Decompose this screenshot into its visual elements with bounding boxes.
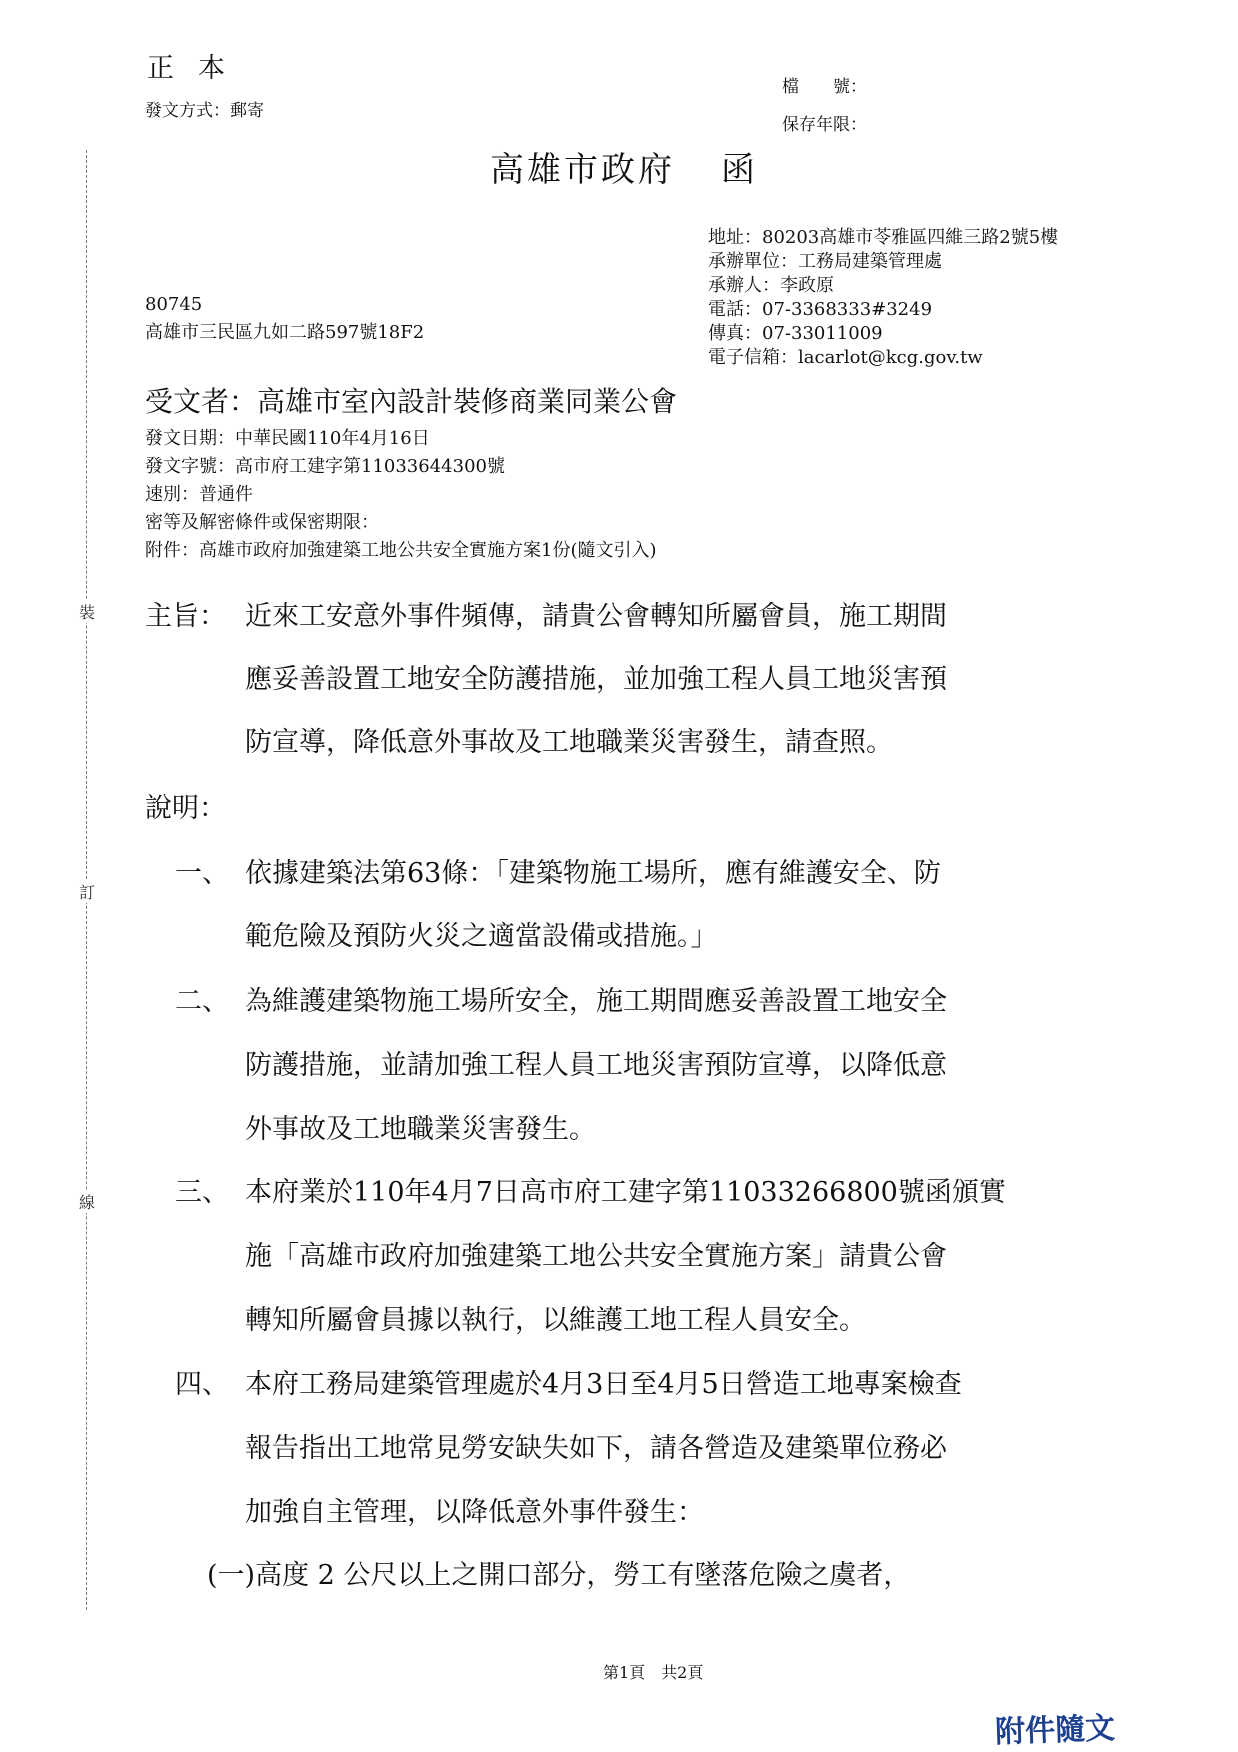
item-number: 二、 <box>175 986 229 1017</box>
file-number: 檔 號： <box>782 77 867 97</box>
item-line: 本府工務局建築管理處於4月3日至4月5日營造工地專案檢查 <box>245 1369 962 1400</box>
item-line: 加強自主管理，以降低意外事件發生： <box>245 1497 704 1528</box>
item-number: 一、 <box>175 858 229 889</box>
addressee-zip: 80745 <box>145 294 203 315</box>
item-line: 依據建築法第63條：「建築物施工場所，應有維護安全、防 <box>245 858 941 889</box>
page-number: 第1頁 共2頁 <box>603 1663 704 1682</box>
item-line: 防護措施，並請加強工程人員工地災害預防宣導，以降低意 <box>245 1050 947 1081</box>
security-level: 密等及解密條件或保密期限： <box>145 512 379 533</box>
attachment-stamp: 附件隨文 <box>994 1710 1116 1751</box>
item-line: 轉知所屬會員據以執行，以維護工地工程人員安全。 <box>245 1305 866 1336</box>
binding-mark-zhuang: 裝 <box>76 600 98 623</box>
document-title <box>490 142 758 191</box>
item-line: 外事故及工地職業災害發生。 <box>245 1114 596 1145</box>
sender-handler: 承辦人：李政原 <box>708 275 834 296</box>
addressee-address: 高雄市三民區九如二路597號18F2 <box>145 322 425 343</box>
item-line: 本府業於110年4月7日高市府工建字第11033266800號函頒實 <box>245 1177 1006 1208</box>
subject-label: 主旨： <box>145 601 226 632</box>
subject-line: 應妥善設置工地安全防護措施，並加強工程人員工地災害預 <box>245 664 947 695</box>
sender-fax: 傳真：07-33011009 <box>708 323 883 344</box>
sub-item-line: (一)高度 2 公尺以上之開口部分，勞工有墜落危險之虞者， <box>207 1560 911 1591</box>
subject-line: 防宣導，降低意外事故及工地職業災害發生，請查照。 <box>245 727 893 758</box>
recipient: 受文者：高雄市室內設計裝修商業同業公會 <box>145 385 678 418</box>
item-number: 三、 <box>175 1177 229 1208</box>
retention-period: 保存年限： <box>782 115 867 135</box>
issue-date: 發文日期：中華民國110年4月16日 <box>145 428 430 449</box>
send-method: 發文方式：郵寄 <box>145 101 264 121</box>
binding-mark-xian: 線 <box>76 1190 98 1213</box>
item-number: 四、 <box>175 1369 229 1400</box>
attachment: 附件：高雄市政府加強建築工地公共安全實施方案1份(隨文引入) <box>145 540 657 561</box>
agency-name: 高雄市政府 <box>490 150 675 190</box>
speed-class: 速別：普通件 <box>145 484 253 505</box>
sender-unit: 承辦單位：工務局建築管理處 <box>708 251 942 272</box>
item-line: 範危險及預防火災之適當設備或措施。」 <box>245 921 718 952</box>
explanation-label: 說明： <box>145 793 226 824</box>
binding-mark-ding: 訂 <box>76 880 98 903</box>
subject-line: 近來工安意外事件頻傳，請貴公會轉知所屬會員，施工期間 <box>245 601 947 632</box>
sender-email: 電子信箱：lacarlot@kcg.gov.tw <box>708 347 983 368</box>
item-line: 施「高雄市政府加強建築工地公共安全實施方案」請貴公會 <box>245 1241 947 1272</box>
sender-address: 地址：80203高雄市苓雅區四維三路2號5樓 <box>708 227 1059 248</box>
document-type: 函 <box>721 150 758 190</box>
item-line: 報告指出工地常見勞安缺失如下，請各營造及建築單位務必 <box>245 1433 947 1464</box>
copy-type: 正本 <box>147 53 249 84</box>
item-line: 為維護建築物施工場所安全，施工期間應妥善設置工地安全 <box>245 986 947 1017</box>
sender-phone: 電話：07-3368333#3249 <box>708 299 933 320</box>
issue-number: 發文字號：高市府工建字第11033644300號 <box>145 456 505 477</box>
